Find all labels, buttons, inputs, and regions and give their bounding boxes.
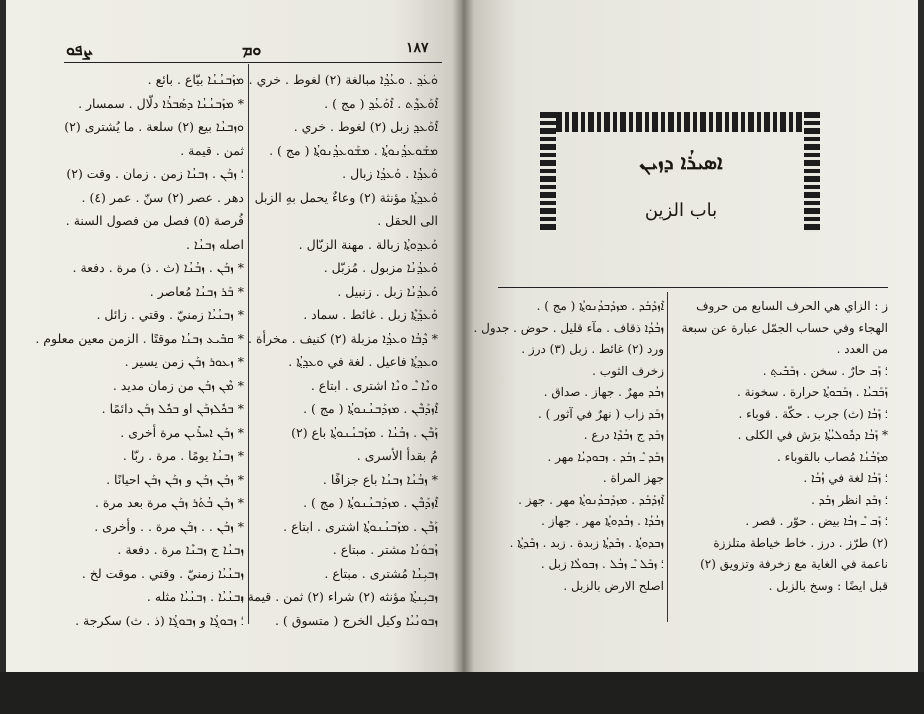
dictionary-line: قبل ايضًا : وسخ بالزبل . — [768, 578, 888, 593]
dictionary-line: الهجاء وفي حساب الجمّل عبارة عن سبعة — [681, 320, 888, 335]
dictionary-line: ؛ ܙܒܰܠ ـܶ ܙܒܳܠ . ܙܒܘܠܳܐ زبل . — [540, 557, 664, 571]
dictionary-line: ثمن . قيمة . — [180, 142, 244, 158]
dictionary-line: * ܡܶܢ ܙܒܰܢ من زمان مديد . — [112, 377, 244, 393]
dictionary-line: ؛ ܙܒܰܢ . ܙܒܢܳܐ زمن . زمان . وقت (٢) — [66, 166, 244, 181]
dictionary-line: ؛ ܙܰܒܳܐ (ث) جرب . حكّة . قوباء . — [738, 406, 888, 421]
dictionary-line: * ܙܒܢܳܝܳܐ زمنيّ . وقتي . زائل . — [96, 307, 244, 322]
dictionary-line: ؛ ܙܰܒ حارٌ . سخن . ܙܒܰܒܺܝܬ݂ . — [762, 363, 888, 378]
dictionary-line: * ܕܶܒܳܐ ܘܥܕ݂ܳܐ مزبلة (٢) كنيف . مخرأة . — [248, 330, 438, 346]
dictionary-line: ܘܰܥܕ݂ܳܢܳܐ زبل . زنبيل . — [337, 283, 438, 299]
dictionary-line: * ܙܒܰܢ ܐܚܪܺܝܢ مرة أخرى . — [120, 424, 244, 440]
dictionary-line: ܡܙܰܒܢܳܢܳܐ بيّاع . بائع . — [147, 72, 244, 87]
dictionary-line: ؛ ܙܒܘܓ݂ܳܐ و ܙܒܘܓ݂ܳܐ (ذ . ث) سكرجة . — [75, 612, 244, 628]
left-header-word: ܨܦܘ — [66, 40, 93, 59]
dictionary-line: ܙܒܕܘܬ݂ܳܐ . ܙܒܶܕܬ݂ܳܐ زبدة . زبد . ܙܒܶܕܬ݂ܳܐ . — [509, 535, 664, 550]
dictionary-line: ܘܢܶܐ ـܶ ܘܢܶܐ اشترى . ابتاع . — [310, 377, 438, 393]
dictionary-line: الى الحقل . — [377, 213, 438, 228]
section-title-syriac: ܐܣܝܪܳܐ ܕܙܝܢ — [639, 150, 723, 174]
dictionary-line: ܘܥܕ݂ܬ݂ܳܐ فاعيل . لغة في ܘܥܕ݂ܬ݂ܳܐ . — [288, 354, 438, 369]
dictionary-line: ورد (٢) غائط . زبل (٣) درز . — [521, 342, 664, 356]
dictionary-line: ܙܳܒܘܿܢܳܐ مشتر . مبتاع . — [332, 542, 438, 557]
right-page-right-column — [670, 296, 888, 597]
dictionary-line: من العدد . — [836, 342, 888, 356]
dictionary-line: * ܙܒܳܢܳܐ ܙܒܢܳܐ باع جزافًا . — [322, 471, 438, 487]
dictionary-line: مُ بقدأ الأسرى . — [356, 448, 438, 463]
dictionary-line: * ܡܙܰܒܢܳܢܳܐ ܕܣܰܒܪܳܐ دلّال . سمسار . — [78, 95, 244, 111]
dictionary-line: * ܒܟܽܠܙܒܰܢ او ܒܟܽܠ ܙܒܰܢ دائمًا . — [101, 401, 244, 416]
dictionary-line: ܙܒܰܕ ج ܙܒܳܕܶܐ درع . — [583, 428, 664, 442]
dictionary-line: اصله ܙܒܢܳܐ . — [185, 236, 244, 252]
dictionary-line: ܙܰܒܶܢ . ܡܙܰܒܢܳܢܘܬ݂ܳܐ اشترى . ابتاع . — [283, 518, 438, 534]
dictionary-line: اصلح الارض بالزبل . — [563, 578, 664, 593]
dictionary-line: ܙܰܒܰܒܝܳܐ . ܙܒܰܒܘܬ݂ܳܐ حرارة . سخونة . — [737, 385, 888, 399]
dictionary-line: دهر . عصر (٢) سنّ . عمر (٤) . — [81, 189, 244, 205]
dictionary-line: ܙܒܰܕ ـܶ ܙܒܰܕ . ܙܒܘܕܝܳܐ مهر . — [547, 449, 664, 464]
dictionary-line: ܙܒܢܳܝܳܐ . ܙܒܢܳܝܳܐ مثله . — [146, 589, 244, 604]
book-gutter — [452, 0, 474, 672]
dictionary-line: ܙܒܢܳܐ ج ܙܒܢܶܐ مرة . دفعة . — [117, 542, 244, 557]
dictionary-line: (٢) طرّز . درز . خاط خياطة متلززة — [713, 535, 888, 550]
dictionary-line: * ܒܰܪ ܙܒܢܳܐ مُعاصر . — [149, 283, 244, 299]
dictionary-line: * ܙܒܰܢ ܙܒܰܢ و ܙܒܰܢ ܙܒܰܢ احيانًا . — [106, 471, 244, 487]
dictionary-line: ؛ ܙܰܒܳܐ لغة في ܙܳܒܳܐ . — [803, 471, 888, 485]
dictionary-line: ܘܰܥܕ݂ܬ݂ܳܐ مؤنثة (٢) وعاءٌ يحمل بهِ الزبل — [254, 189, 438, 205]
dictionary-line: ܙܒܘܢܳܝܳܐ وكيل الخرج ( متسوق ) . — [274, 612, 438, 628]
dictionary-line: ܘܿܥܿܕ݂ . ܘܥܳܕ݂ܳܐ مبالغة (٢) لغوط . خري . — [248, 72, 438, 87]
dictionary-line: ܡܫܰܘܥܕ݂ܳܢܘܬ݂ܳܐ . ܡܫܰܘܥܕ݂ܳܢܘܬ݂ܳܐ ( مج ) . — [269, 142, 438, 158]
dictionary-line: ܘܰܥܕ݂ܳܢܳܐ مزبول . مُزبّل . — [323, 260, 438, 275]
open-book — [6, 0, 918, 672]
left-page-left-column — [35, 68, 244, 632]
dictionary-line: ܐܶܙܕܰܒܰܕ . ܡܙܕܰܒܕܳܢܘܬ݂ܳܐ ( مج ) . — [536, 299, 664, 313]
dictionary-line: ܘܰܥܕ݂ܰܬ݂ܶܐ زبل . غائط . سماد . — [303, 307, 438, 322]
right-page-left-column — [473, 296, 664, 597]
dictionary-line: ܙܒܢܳܝܳܐ زمنيّ . وقتي . موقت لخ . — [81, 565, 244, 581]
dictionary-line: ܙܒܳܕ مهرٌ . جهاز . صداق . — [543, 385, 664, 399]
left-header-center-word: ܘܡ — [242, 40, 262, 59]
dictionary-line: ؛ ܙܒܰܕ انظر ܙܒܰܕ . — [811, 492, 888, 507]
header-rule — [64, 62, 442, 63]
dictionary-line: ܐܶܙܕܰܒܰܕ . ܡܙܕܰܒܕܳܢܘܬ݂ܳܐ مهر . جهز . — [518, 492, 664, 507]
dictionary-line: ܐܶܘܰܥܕ݂ܶܬ . ܐܶܘܰܥܳܕ݂ ( مج ) . — [324, 95, 438, 111]
dictionary-line: ܘܰܥܕ݂ܳܐ . ܘܰܥܕ݂ܳܐ زبال . — [342, 166, 438, 181]
page-number: ١٨٧ — [406, 40, 429, 56]
dictionary-line: ܐܶܙܕܰܒܶܢ . ܡܙܕܰܒܢܳܢܘܬ݂ܳܐ ( مج ) . — [303, 401, 438, 416]
ornament-top-bar — [540, 112, 820, 132]
section-rule — [498, 287, 888, 288]
section-title-arabic: باب الزين — [644, 200, 718, 221]
dictionary-line: ܐܶܙܕܰܒܶܢ . ܡܙܕܰܒܢܳܢܘܬ݂ܳܐ ( مج ) . — [303, 495, 438, 510]
dictionary-line: ܙܰܒܶܢ . ܙܒܳܢܳܐ . ܡܙܰܒܢܳܢܘܬ݂ܳܐ باع (٢) — [291, 424, 438, 440]
dictionary-line: * ܩܒܺܝܥ ܙܒܢܳܐ موقتًا . الزمن معين معلوم . — [35, 330, 244, 346]
dictionary-line: ܘܰܥܕ݂ܘܬ݂ܳܐ زبالة . مهنة الزبّال . — [298, 236, 438, 252]
left-page-right-column — [239, 68, 438, 632]
dictionary-line: ܘܙܒܢܳܐ بيع (٢) سلعة . ما يُشترى (٢) — [64, 119, 244, 134]
dictionary-line: ܙܒܳܕܳܐ . ܙܒܳܕܘܬ݂ܳܐ مهر . جهاز . — [541, 514, 664, 528]
ornament-left-post — [540, 112, 556, 232]
dictionary-line: ؛ ܙܰܒ ـܶ ܙܒܳܐ بيض . حوّر . قصر . — [745, 514, 888, 528]
ornament-right-post — [804, 112, 820, 232]
dictionary-line: * ܙܒܰܢ ܒܳܬܰܪ ܙܒܰܢ مرة بعد مرة . — [94, 495, 244, 510]
dictionary-line: ܡܙܰܒܳܢܳܐ مُصاب بالقوباء . — [777, 449, 888, 464]
dictionary-line: * ܙܥܘܪ ܙܒܰܢ زمن يسير . — [124, 354, 244, 369]
dictionary-line: * ܙܒܰܢ . ܙܒܳܢܳܐ (ث . ذ) مرة . دفعة . — [72, 260, 244, 275]
dictionary-line: ناعمة في الغاية مع زخرفة وتزويق (٢) — [700, 557, 888, 571]
dictionary-line: فُرصة (٥) فصل من فصول السنة . — [65, 213, 244, 228]
right-page-column-divider — [667, 292, 668, 622]
dictionary-line: * ܙܒܰܢ . . ܙܒܰܢ مرة . . وأخرى . — [94, 518, 244, 534]
dictionary-line: زخرف الثوب . — [592, 363, 664, 378]
dictionary-line: جهز المراة . — [602, 471, 664, 485]
dictionary-line: ܐܶܘܰܥܕ݂ زبل (٢) لغوط . خري . — [293, 119, 438, 134]
scan-bottom-edge — [0, 672, 924, 714]
dictionary-line: ܙܒܝܼܢܳܐ مُشترى . مبتاع . — [324, 565, 438, 581]
dictionary-line: ܙܒܝܼܢܬ݂ܳܐ مؤنثه (٢) شراء (٢) ثمن . قيمة . — [239, 589, 438, 604]
dictionary-line: * ܙܒܢܳܐ يومًا . مرة . ربّا . — [122, 448, 244, 463]
dictionary-line: * ܙܰܒܳܐ ܕܟܽܘܠܝܳܬ݂ܳܐ برَش في الكلى . — [737, 428, 888, 442]
dictionary-line: ز : الزاي هي الحرف السابع من حروف — [696, 299, 888, 313]
dictionary-line: ܙܒܰܕ زاب ( نهرٌ في آثور ) . — [537, 406, 664, 421]
dictionary-line: ܙܒܳܕܳܐ ذقاف . مآء قليل . حوض . جدول . — [473, 320, 664, 335]
